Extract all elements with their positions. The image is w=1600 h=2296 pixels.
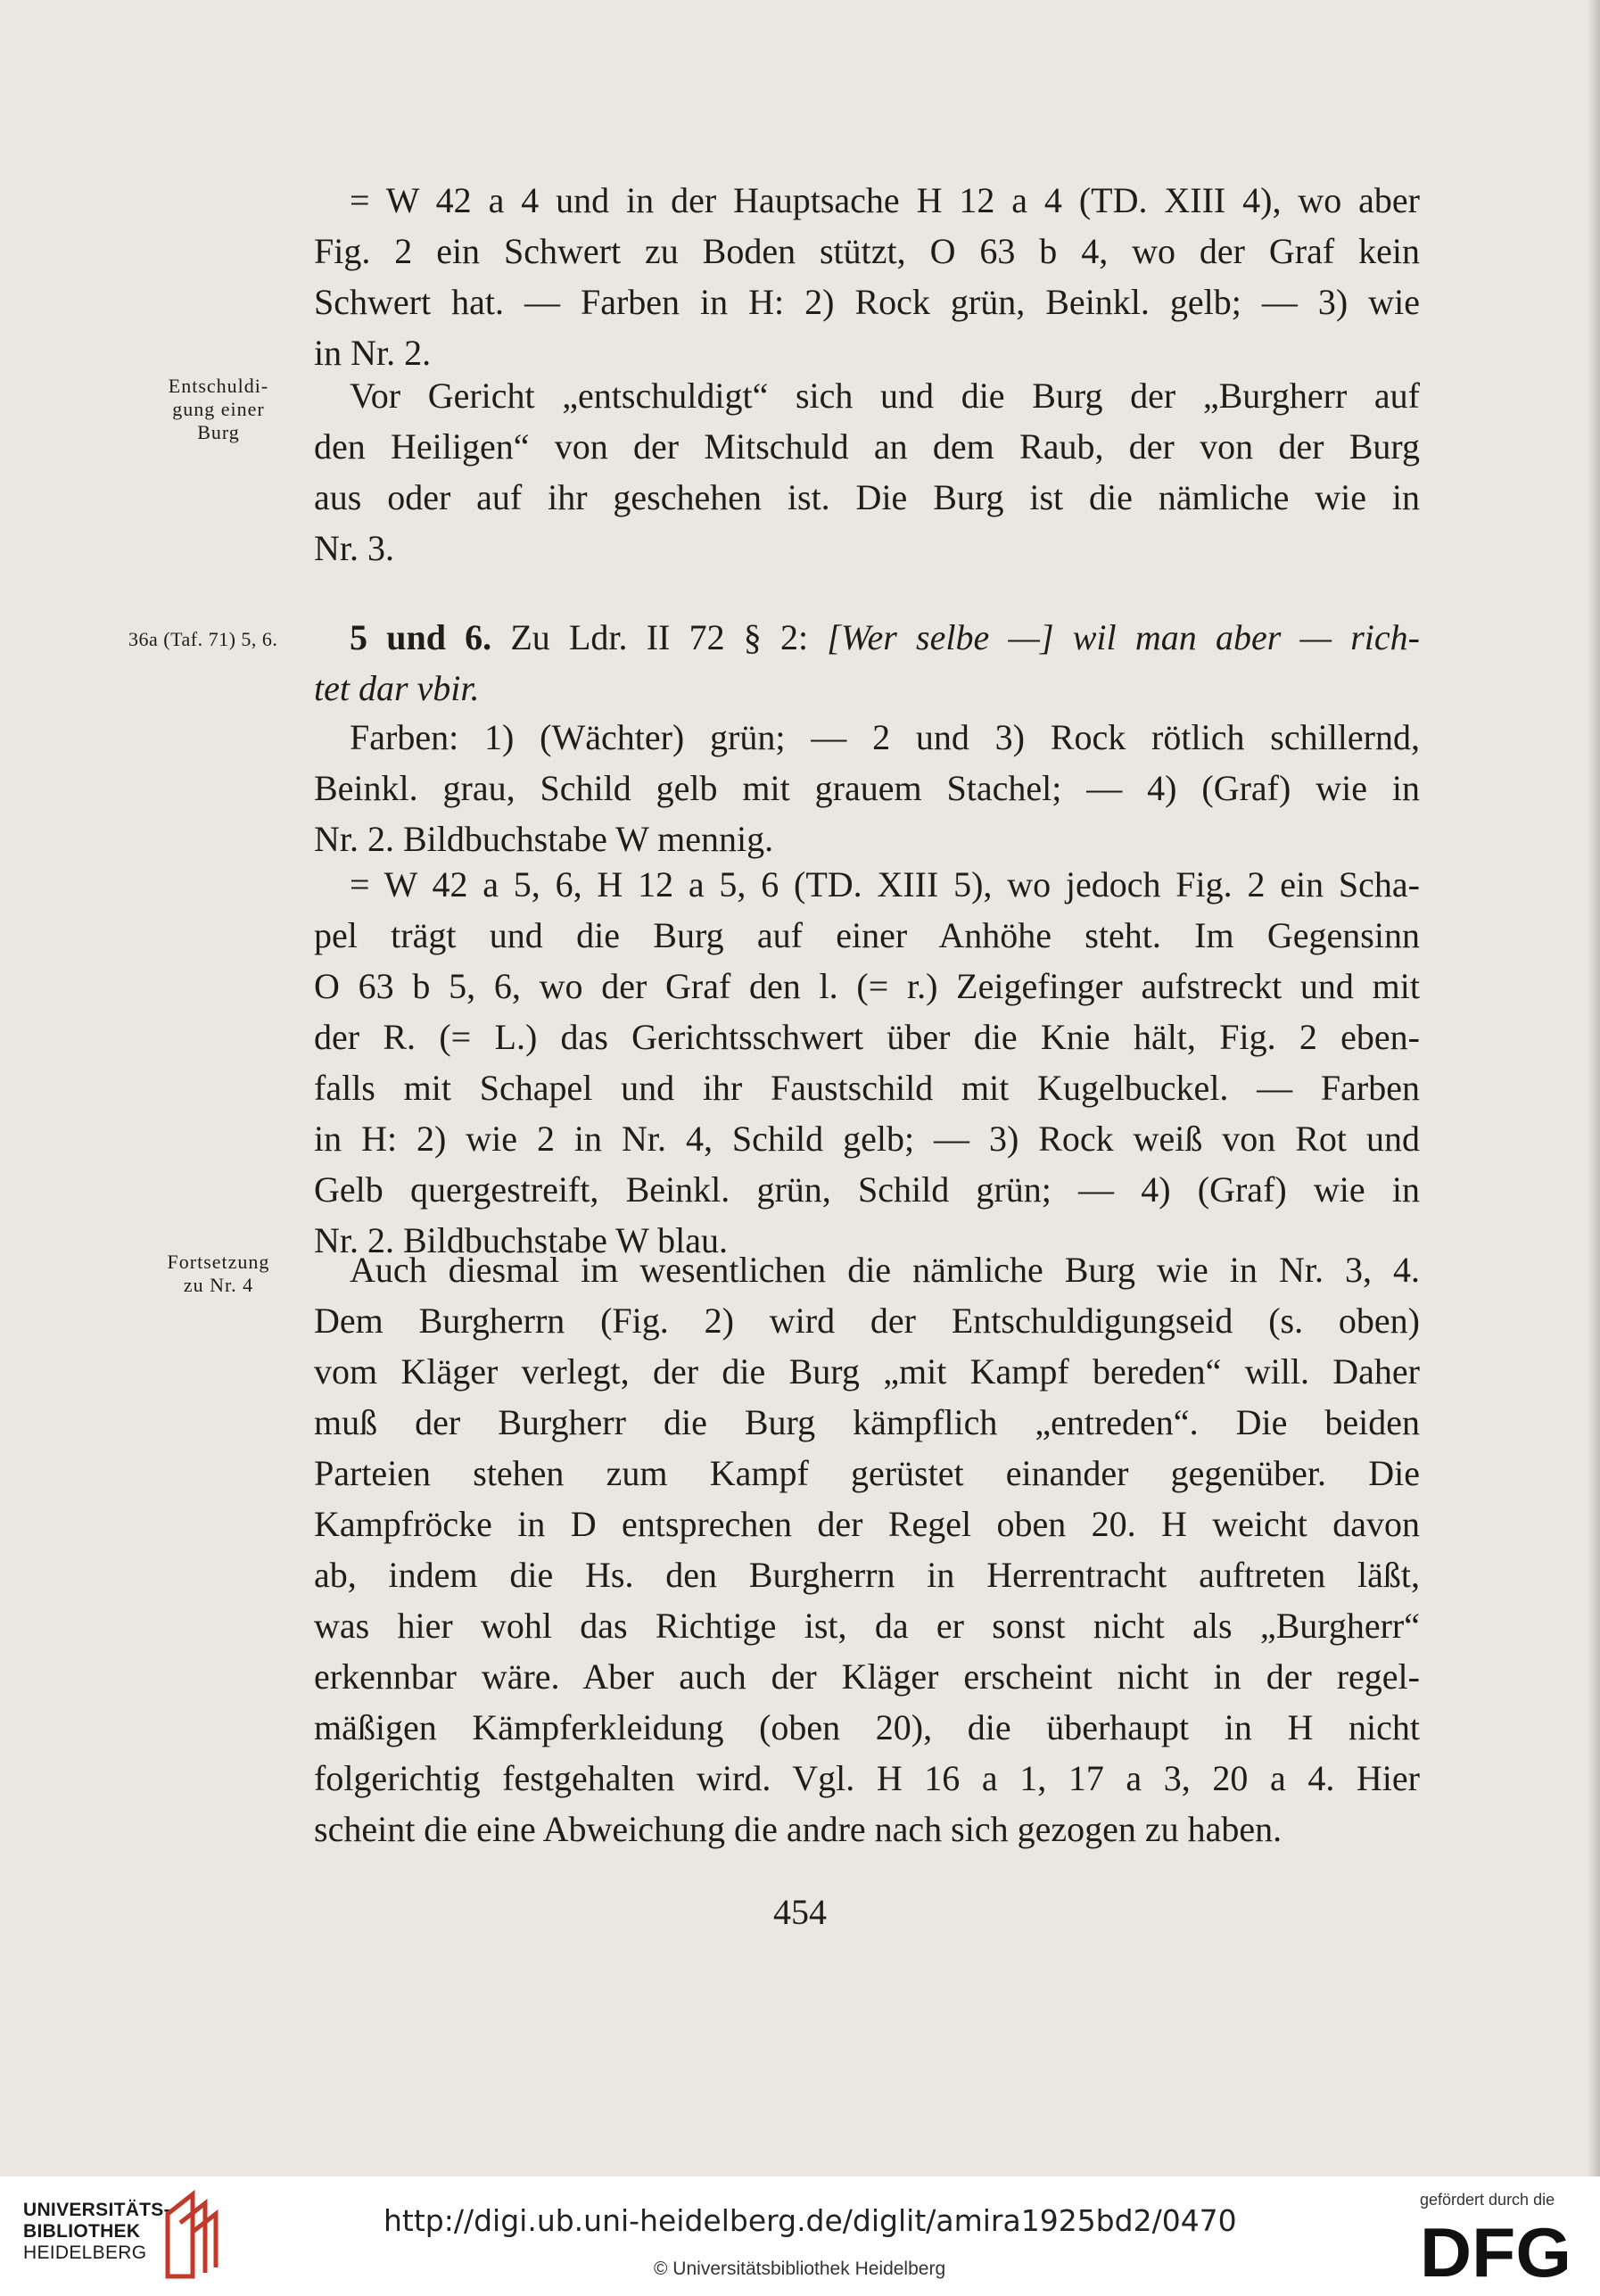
quotation: [Wer selbe —] wil man aber — rich-	[827, 617, 1420, 657]
text-line: Nr. 3.	[314, 528, 394, 568]
library-logo-icon[interactable]	[157, 2187, 223, 2285]
quotation-continued: tet dar vbir.	[314, 668, 480, 708]
text-line: Fig. 2 ein Schwert zu Boden stützt, O 63 b 4, wo der Graf kein	[314, 231, 1420, 271]
text-line: Dem Burgherrn (Fig. 2) wird der Entschuldigungseid (s. oben)	[314, 1301, 1420, 1341]
text-line: Parteien stehen zum Kampf gerüstet einander gegenüber. Die	[314, 1453, 1420, 1493]
section-5-und-6	[314, 612, 1420, 714]
copyright-notice: © Universitätsbibliothek Heidelberg	[654, 2259, 946, 2279]
sidenote-fortsetzung	[143, 1251, 294, 1297]
text-line: Nr. 2. Bildbuchstabe W blau.	[314, 1220, 729, 1260]
dfg-logo-text: DFG	[1420, 2216, 1571, 2284]
text-line: in Nr. 2.	[314, 333, 432, 373]
text-line: O 63 b 5, 6, wo der Graf den l. (= r.) Zeigefinger aufstreckt und mit	[314, 966, 1420, 1006]
sidenote-entschuldigung	[143, 375, 294, 444]
page-number: 454	[773, 1892, 827, 1932]
paragraph-farben	[314, 712, 1420, 864]
text-line: mäßigen Kämpferkleidung (oben 20), die überhaupt in H nicht	[314, 1707, 1420, 1747]
text-line: was hier wohl das Richtige ist, da er sonst nicht als „Burgherr“	[314, 1606, 1420, 1646]
text-line: erkennbar wäre. Aber auch der Kläger erscheint nicht in der regel-	[314, 1656, 1420, 1697]
sidenote-line: Fortsetzung	[167, 1251, 270, 1273]
text-line: = W 42 a 5, 6, H 12 a 5, 6 (TD. XIII 5), wo jedoch Fig. 2 ein Scha-	[350, 864, 1420, 904]
text-line	[314, 612, 1420, 663]
section-heading: 5 und 6.	[350, 617, 492, 657]
text-line: Nr. 2. Bildbuchstabe W mennig.	[314, 819, 774, 859]
text-line: vom Kläger verlegt, der die Burg „mit Kampf bereden“ will. Daher	[314, 1351, 1420, 1392]
permalink-url[interactable]: http://digi.ub.uni-heidelberg.de/diglit/amira1925bd2/0470	[384, 2203, 1237, 2238]
text-line: Beinkl. grau, Schild gelb mit grauem Stachel; — 4) (Graf) wie in	[314, 768, 1420, 808]
sidenote-line: zu Nr. 4	[183, 1274, 254, 1296]
text-line: Kampfröcke in D entsprechen der Regel oben 20. H weicht davon	[314, 1504, 1420, 1544]
text-line: Farben: 1) (Wächter) grün; — 2 und 3) Rock rötlich schillernd,	[350, 717, 1420, 757]
footer-bar	[0, 2176, 1600, 2296]
text-line: falls mit Schapel und ihr Faustschild mit Kugelbuckel. — Farben	[314, 1068, 1420, 1108]
text-line: muß der Burgherr die Burg kämpflich „entreden“. Die beiden	[314, 1402, 1420, 1442]
text-line: Vor Gericht „entschuldigt“ sich und die Burg der „Burgherr auf	[350, 376, 1420, 416]
library-name[interactable]	[23, 2200, 170, 2264]
dfg-logo-icon[interactable]	[1420, 2216, 1573, 2284]
sidenote-line: gung einer	[172, 398, 265, 420]
text-line: Auch diesmal im wesentlichen die nämliche Burg wie in Nr. 3, 4.	[350, 1250, 1420, 1290]
paragraph-2	[314, 370, 1420, 574]
funding-caption: gefördert durch die	[1420, 2191, 1555, 2209]
library-line: HEIDELBERG	[23, 2242, 147, 2263]
text-line: folgerichtig festgehalten wird. Vgl. H 16 a 1, 17 a 3, 20 a 4. Hier	[314, 1758, 1420, 1798]
section-reference: Zu Ldr. II 72 § 2:	[491, 617, 828, 657]
library-line: BIBLIOTHEK	[23, 2221, 141, 2242]
sidenote-reference: 36a (Taf. 71) 5, 6.	[128, 628, 278, 650]
text-line: = W 42 a 4 und in der Hauptsache H 12 a 4 (TD. XIII 4), wo aber	[350, 180, 1420, 220]
text-line: ab, indem die Hs. den Burgherrn in Herrentracht auftreten läßt,	[314, 1555, 1420, 1595]
text-line: Gelb quergestreift, Beinkl. grün, Schild grün; — 4) (Graf) wie in	[314, 1169, 1420, 1210]
library-line: UNIVERSITÄTS-	[23, 2200, 170, 2220]
paragraph-1	[314, 175, 1420, 378]
text-line: pel trägt und die Burg auf einer Anhöhe steht. Im Gegensinn	[314, 915, 1420, 955]
text-line: scheint die eine Abweichung die andre nach sich gezogen zu haben.	[314, 1809, 1282, 1849]
sidenote-line: Entschuldi-	[168, 375, 269, 397]
paragraph-fortsetzung	[314, 1244, 1420, 1854]
text-line: in H: 2) wie 2 in Nr. 4, Schild gelb; — 3) Rock weiß von Rot und	[314, 1119, 1420, 1159]
paragraph-vergleich	[314, 859, 1420, 1266]
sidenote-line: Burg	[197, 421, 240, 443]
page-edge-shadow	[1588, 0, 1600, 2176]
text-line: Schwert hat. — Farben in H: 2) Rock grün, Beinkl. gelb; — 3) wie	[314, 282, 1420, 322]
text-line: den Heiligen“ von der Mitschuld an dem Raub, der von der Burg	[314, 426, 1420, 467]
text-line: aus oder auf ihr geschehen ist. Die Burg ist die nämliche wie in	[314, 477, 1420, 517]
text-line: der R. (= L.) das Gerichtsschwert über die Knie hält, Fig. 2 eben-	[314, 1017, 1420, 1057]
